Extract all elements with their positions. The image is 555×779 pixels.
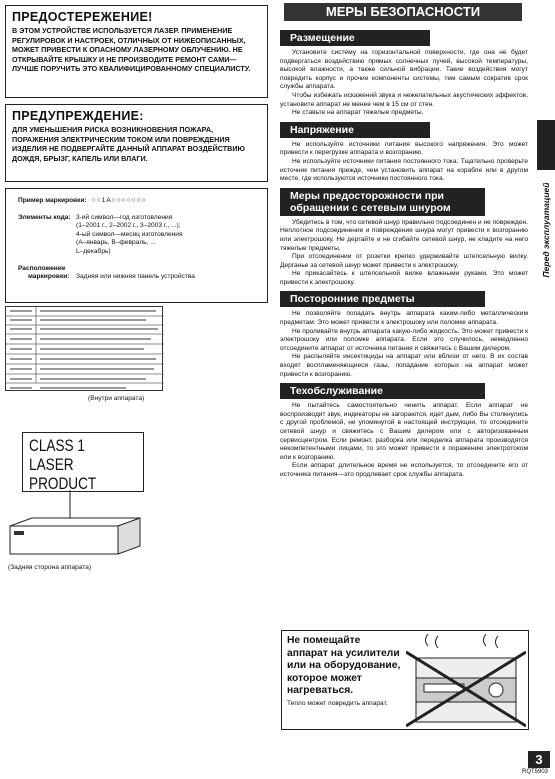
section-heading-cord: Меры предосторожности при обращении с сетевым шнуром [280, 188, 485, 216]
code-element: L–декабрь) [76, 247, 111, 255]
section-heading-foreign: Посторонние предметы [280, 291, 485, 307]
code-elements-list [76, 214, 183, 257]
warning-label-lines [6, 307, 164, 392]
section-paragraph: Не пытайтесь самостоятельно чинить аппарат. Если аппарат не воспроизводит звук, индикаторы не загораются, идет дым, либо Вы столкнулись с другой проблемой, не упомянутой в настоящей инструкции, то отсоедините сетевой шнур и свяжитесь с Вашим дилером или с авторизованным сервисцентром. Если ремонт, разборка или переделка аппарата производятся некомпетентными лицами, то это может привести к поражению электротоком или к возгоранию. [280, 402, 528, 461]
marking-box [5, 188, 268, 303]
section-paragraph: Не ставьте на аппарат тяжелые предметы. [292, 109, 424, 117]
code-element: 4-ый символ—месяц изготовления [76, 230, 183, 238]
location-label-2: маркировки: [28, 273, 70, 281]
location-label: Расположение [18, 264, 66, 272]
section-heading-maintenance: Техобслуживание [280, 383, 485, 399]
section-paragraph: Если аппарат длительное время не используется, то отсоедините его от источника питания—это продлевает срок службы аппарата. [280, 462, 528, 478]
section-paragraph: При отсоединении от розетки крепко удерживайте штепсельную вилку. Дерганье за сетевой шнур может привести к электрошоку. [280, 253, 528, 269]
code-elements-label: Элементы кода: [18, 213, 71, 221]
warning-title: ПРЕДУПРЕЖДЕНИЕ: [12, 109, 144, 123]
page-number: 3 [528, 751, 550, 768]
section-paragraph: Не прикасайтесь к штепсельной вилке влажными руками. Это может привести к электрошоку. [280, 270, 528, 286]
inside-caption: (Внутри аппарата) [88, 395, 145, 402]
side-tab [537, 120, 555, 290]
heat-notice-title: Не помещайте аппарат на усилители или на оборудование, которое может нагреваться. [287, 635, 401, 696]
marking-example-label: Пример маркировки: [18, 197, 87, 204]
page-title: МЕРЫ БЕЗОПАСНОСТИ [284, 3, 522, 21]
class1-label-line2: LASER PRODUCT [29, 455, 97, 493]
section-heading-voltage: Напряжение [280, 122, 430, 138]
stacked-equipment-illustration [406, 634, 526, 728]
class1-label-line1: CLASS 1 [29, 436, 85, 455]
marking-example: ○○1A○○○○○○○ [91, 197, 147, 204]
caution-title: ПРЕДОСТЕРЕЖЕНИЕ! [12, 10, 153, 24]
location-value: Задняя или нижняя панель устройства [76, 273, 195, 281]
section-paragraph: Не позволяйте попадать внутрь аппарата каким-либо металлическим предметам. Это может привести к электрошоку или поломке аппарата. [280, 310, 528, 327]
heat-notice-text: Тепло может повредить аппарат. [287, 699, 388, 707]
caution-box [5, 5, 268, 98]
warning-text: ДЛЯ УМЕНЬШЕНИЯ РИСКА ВОЗНИКНОВЕНИЯ ПОЖАРА, ПОРАЖЕНИЯ ЭЛЕКТРИЧЕСКИМ ТОКОМ ИЛИ ПОВРЕЖДЕНИЯ ИЗДЕЛИЯ НЕ ПОДВЕРГАЙТЕ ДАННЫЙ АППАРАТ ВОЗДЕЙСТВИЮ ДОЖДЯ, БРЫЗГ, КАПЕЛЬ ИЛИ ВЛАГИ. [12, 125, 245, 163]
section-paragraph: Не используйте источники питания высокого напряжения. Это может привести к перегрузке аппарата и возгоранию. [280, 140, 528, 157]
caution-text: В ЭТОМ УСТРОЙСТВЕ ИСПОЛЬЗУЕТСЯ ЛАЗЕР. ПРИМЕНЕНИЕ РЕГУЛИРОВОК И НАСТРОЕК, ОТЛИЧНЫХ ОТ НИЖЕОПИСАННЫХ, МОЖЕТ ПРИВЕСТИ К ОПАСНОМУ ЛАЗЕРНОМУ ОБЛУЧЕНИЮ. НЕ ОТКРЫВАЙТЕ КРЫШКУ И НЕ ПРОИЗВОДИТЕ РЕМОНТ САМИ—ЛУЧШЕ ПОРУЧИТЬ ЭТО КВАЛИФИЦИРОВАННОМУ СПЕЦИАЛИСТУ. [12, 26, 251, 73]
section-heading-placement: Размещение [280, 30, 430, 46]
heat-notice-box [281, 630, 529, 730]
warning-box [5, 104, 268, 182]
section-paragraph: Не используйте источники питания постоянного тока. Тщательно проверьте источник питания прежде, чем установить аппарат на корабле или в другом месте, где используются источники постоянного тока. [280, 157, 528, 183]
back-caption: (Задняя сторона аппарата) [8, 564, 92, 571]
page-code: RQT5903 [522, 769, 549, 775]
side-tab-label: Перед эксплуатацией [541, 182, 551, 278]
section-paragraph: Установите систему на горизонтальной поверхности, где она не будет подвергаться воздействию прямых солнечных лучей, высокой температуры, высокой влажности, а также сильной вибрации. Такие воздействия могут повредить корпус и прочие компоненты системы, тем самым сократив срок службы аппарата. [280, 49, 528, 91]
code-element: (A–январь, B–февраль, ... [76, 239, 156, 247]
right-column [280, 26, 528, 480]
code-element: (1–2001 г., 2–2002 г., 3–2003 г., ...); [76, 222, 181, 230]
class1-label [22, 432, 144, 492]
section-paragraph: Убедитесь в том, что сетевой шнур правильно подсоединен и не поврежден. Неплотное подсоединение и повреждения шнура могут привести к возгоранию или электрошоку. Не дергайте и не сгибайте сетевой шнур, не кладите на него тяжелые предметы. [280, 218, 529, 252]
section-paragraph: Не распыляйте инсектициды на аппарат или вблизи от него. В их состав входят воспламеняющиеся газы, попадание которых на аппарат может привести к возгоранию. [280, 353, 528, 378]
section-paragraph: Чтобы избежать искажений звука и нежелательных акустических эффектов, установите аппарат не менее чем в 15 см от стен. [280, 91, 528, 108]
device-back-illustration [8, 490, 143, 562]
laser-warning-label-image [5, 306, 163, 391]
section-paragraph: Не проливайте внутрь аппарата какую-либо жидкость. Это может привести к электрошоку или поломке аппарата. Если это случилось, немедленно отсоедините аппарат от источника питания и свяжитесь с Вашим дилером. [280, 327, 528, 352]
code-element: 3-ий символ—год изготовления [76, 213, 173, 221]
